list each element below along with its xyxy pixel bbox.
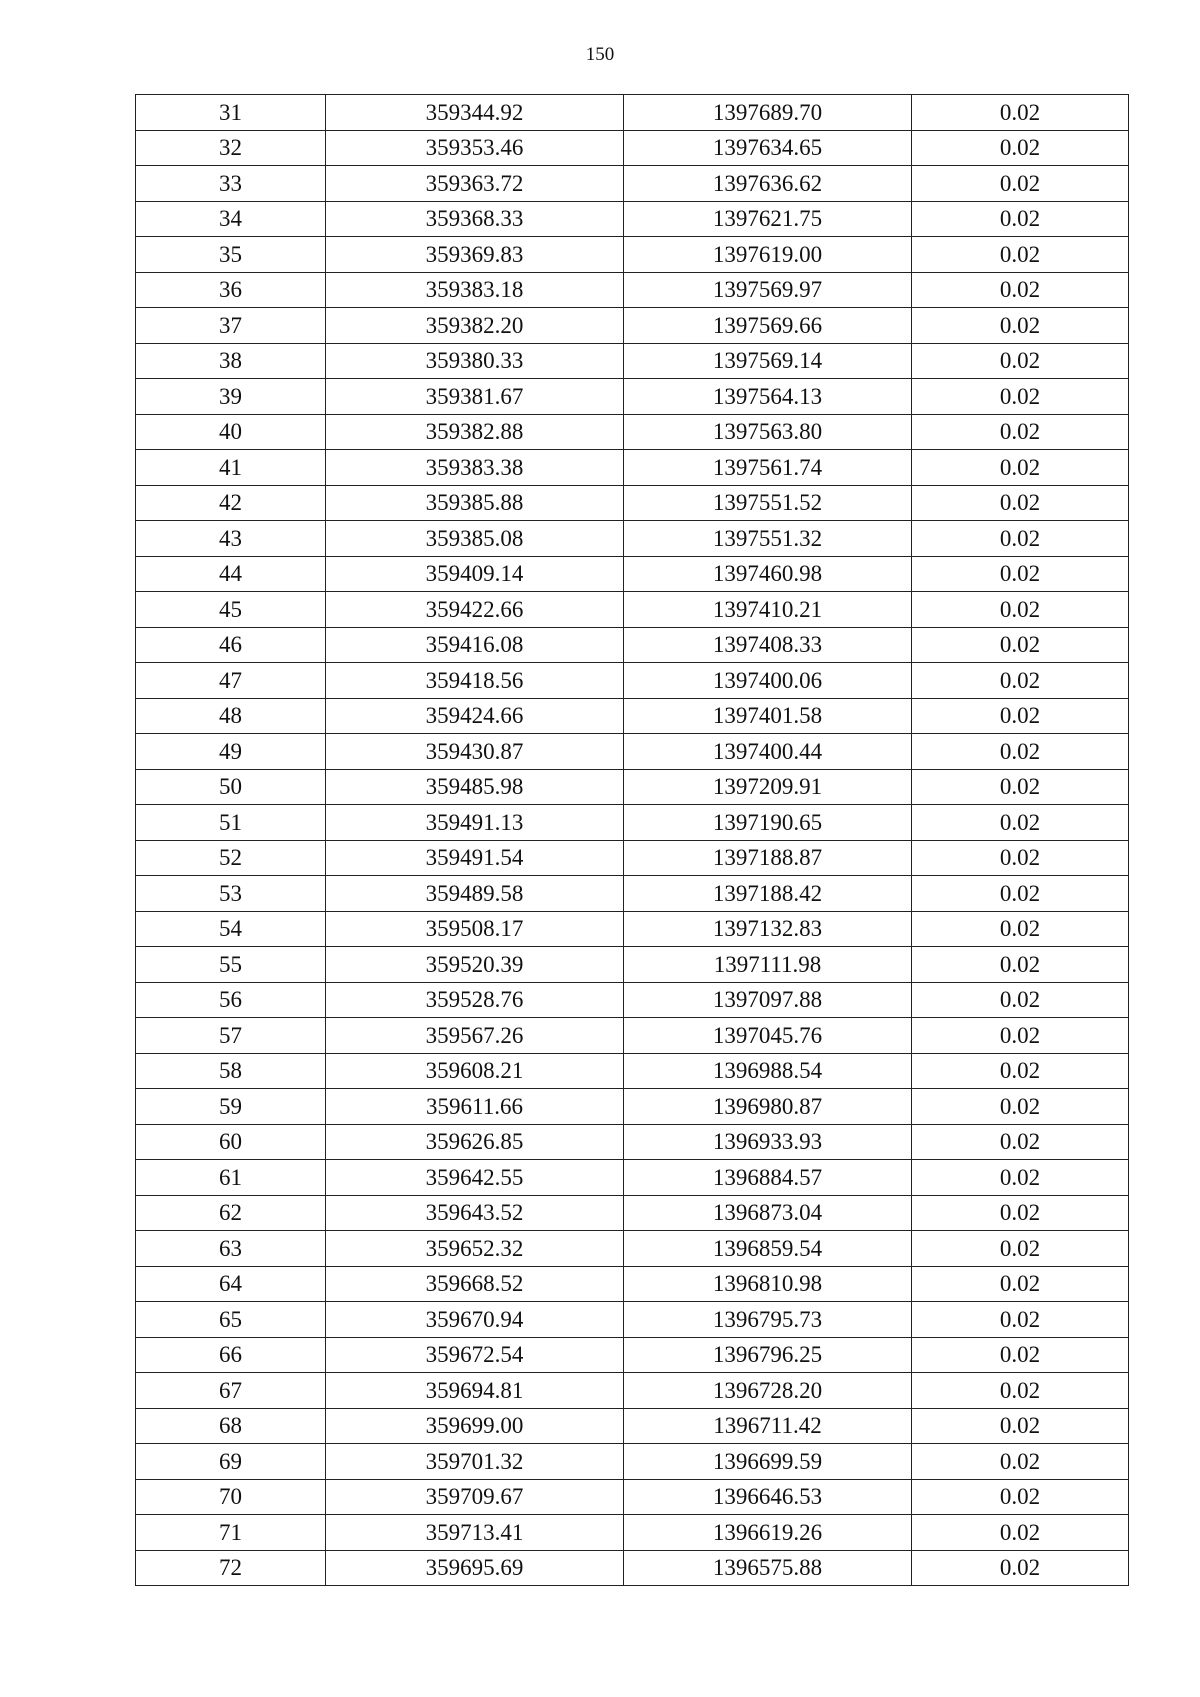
point-number-cell: 40 [136,414,326,450]
point-number-cell: 55 [136,947,326,983]
y-coordinate-cell: 1397410.21 [624,592,912,628]
page-number: 150 [585,44,615,65]
tolerance-cell: 0.02 [912,876,1129,912]
y-coordinate-cell: 1397551.32 [624,521,912,557]
y-coordinate-cell: 1397400.06 [624,663,912,699]
x-coordinate-cell: 359567.26 [326,1018,624,1054]
table-row [136,698,1129,734]
tolerance-cell: 0.02 [912,308,1129,344]
table-row [136,627,1129,663]
x-coordinate-cell: 359491.54 [326,840,624,876]
x-coordinate-cell: 359670.94 [326,1302,624,1338]
table-row [136,1550,1129,1586]
table-row [136,1124,1129,1160]
y-coordinate-cell: 1396646.53 [624,1479,912,1515]
point-number-cell: 34 [136,201,326,237]
y-coordinate-cell: 1397460.98 [624,556,912,592]
x-coordinate-cell: 359626.85 [326,1124,624,1160]
x-coordinate-cell: 359652.32 [326,1231,624,1267]
table-row [136,1302,1129,1338]
table-row [136,485,1129,521]
x-coordinate-cell: 359520.39 [326,947,624,983]
x-coordinate-cell: 359409.14 [326,556,624,592]
table-row [136,663,1129,699]
y-coordinate-cell: 1396859.54 [624,1231,912,1267]
x-coordinate-cell: 359385.08 [326,521,624,557]
point-number-cell: 63 [136,1231,326,1267]
point-number-cell: 42 [136,485,326,521]
x-coordinate-cell: 359489.58 [326,876,624,912]
point-number-cell: 37 [136,308,326,344]
table-row [136,947,1129,983]
table-row [136,734,1129,770]
table-row [136,592,1129,628]
y-coordinate-cell: 1397209.91 [624,769,912,805]
y-coordinate-cell: 1396575.88 [624,1550,912,1586]
x-coordinate-cell: 359381.67 [326,379,624,415]
y-coordinate-cell: 1396810.98 [624,1266,912,1302]
x-coordinate-cell: 359344.92 [326,95,624,131]
y-coordinate-cell: 1397045.76 [624,1018,912,1054]
tolerance-cell: 0.02 [912,1479,1129,1515]
point-number-cell: 35 [136,237,326,273]
point-number-cell: 44 [136,556,326,592]
table-row [136,1408,1129,1444]
table-row [136,1373,1129,1409]
point-number-cell: 69 [136,1444,326,1480]
x-coordinate-cell: 359672.54 [326,1337,624,1373]
y-coordinate-cell: 1397569.14 [624,343,912,379]
x-coordinate-cell: 359668.52 [326,1266,624,1302]
y-coordinate-cell: 1397689.70 [624,95,912,131]
tolerance-cell: 0.02 [912,627,1129,663]
tolerance-cell: 0.02 [912,1444,1129,1480]
y-coordinate-cell: 1397636.62 [624,166,912,202]
tolerance-cell: 0.02 [912,166,1129,202]
tolerance-cell: 0.02 [912,592,1129,628]
tolerance-cell: 0.02 [912,1550,1129,1586]
table-row [136,1231,1129,1267]
x-coordinate-cell: 359643.52 [326,1195,624,1231]
y-coordinate-cell: 1397132.83 [624,911,912,947]
y-coordinate-cell: 1396873.04 [624,1195,912,1231]
x-coordinate-cell: 359383.18 [326,272,624,308]
point-number-cell: 66 [136,1337,326,1373]
y-coordinate-cell: 1396795.73 [624,1302,912,1338]
table-row [136,201,1129,237]
coordinates-table-body [136,95,1129,1586]
x-coordinate-cell: 359642.55 [326,1160,624,1196]
point-number-cell: 61 [136,1160,326,1196]
tolerance-cell: 0.02 [912,521,1129,557]
x-coordinate-cell: 359508.17 [326,911,624,947]
table-row [136,1444,1129,1480]
x-coordinate-cell: 359485.98 [326,769,624,805]
point-number-cell: 59 [136,1089,326,1125]
x-coordinate-cell: 359416.08 [326,627,624,663]
tolerance-cell: 0.02 [912,805,1129,841]
tolerance-cell: 0.02 [912,911,1129,947]
x-coordinate-cell: 359424.66 [326,698,624,734]
tolerance-cell: 0.02 [912,1408,1129,1444]
y-coordinate-cell: 1397097.88 [624,982,912,1018]
y-coordinate-cell: 1396884.57 [624,1160,912,1196]
tolerance-cell: 0.02 [912,343,1129,379]
x-coordinate-cell: 359611.66 [326,1089,624,1125]
tolerance-cell: 0.02 [912,237,1129,273]
y-coordinate-cell: 1396711.42 [624,1408,912,1444]
y-coordinate-cell: 1396933.93 [624,1124,912,1160]
x-coordinate-cell: 359701.32 [326,1444,624,1480]
y-coordinate-cell: 1397111.98 [624,947,912,983]
y-coordinate-cell: 1397401.58 [624,698,912,734]
point-number-cell: 70 [136,1479,326,1515]
x-coordinate-cell: 359713.41 [326,1515,624,1551]
point-number-cell: 58 [136,1053,326,1089]
point-number-cell: 33 [136,166,326,202]
table-row [136,414,1129,450]
point-number-cell: 48 [136,698,326,734]
point-number-cell: 53 [136,876,326,912]
point-number-cell: 65 [136,1302,326,1338]
table-row [136,805,1129,841]
x-coordinate-cell: 359709.67 [326,1479,624,1515]
point-number-cell: 46 [136,627,326,663]
tolerance-cell: 0.02 [912,130,1129,166]
table-row [136,237,1129,273]
tolerance-cell: 0.02 [912,1089,1129,1125]
table-row [136,1089,1129,1125]
y-coordinate-cell: 1396619.26 [624,1515,912,1551]
point-number-cell: 41 [136,450,326,486]
table-row [136,840,1129,876]
x-coordinate-cell: 359694.81 [326,1373,624,1409]
table-row [136,1515,1129,1551]
table-row [136,166,1129,202]
y-coordinate-cell: 1397188.87 [624,840,912,876]
point-number-cell: 64 [136,1266,326,1302]
y-coordinate-cell: 1397188.42 [624,876,912,912]
table-row [136,556,1129,592]
y-coordinate-cell: 1397569.97 [624,272,912,308]
table-row [136,1195,1129,1231]
tolerance-cell: 0.02 [912,556,1129,592]
tolerance-cell: 0.02 [912,1337,1129,1373]
y-coordinate-cell: 1397563.80 [624,414,912,450]
point-number-cell: 71 [136,1515,326,1551]
tolerance-cell: 0.02 [912,1124,1129,1160]
tolerance-cell: 0.02 [912,1018,1129,1054]
tolerance-cell: 0.02 [912,379,1129,415]
table-row [136,272,1129,308]
x-coordinate-cell: 359528.76 [326,982,624,1018]
y-coordinate-cell: 1397408.33 [624,627,912,663]
tolerance-cell: 0.02 [912,947,1129,983]
table-row [136,450,1129,486]
tolerance-cell: 0.02 [912,450,1129,486]
tolerance-cell: 0.02 [912,272,1129,308]
x-coordinate-cell: 359369.83 [326,237,624,273]
x-coordinate-cell: 359383.38 [326,450,624,486]
table-row [136,308,1129,344]
tolerance-cell: 0.02 [912,485,1129,521]
x-coordinate-cell: 359418.56 [326,663,624,699]
point-number-cell: 56 [136,982,326,1018]
point-number-cell: 51 [136,805,326,841]
tolerance-cell: 0.02 [912,1515,1129,1551]
y-coordinate-cell: 1396728.20 [624,1373,912,1409]
point-number-cell: 45 [136,592,326,628]
table-row [136,1160,1129,1196]
table-row [136,982,1129,1018]
x-coordinate-cell: 359695.69 [326,1550,624,1586]
y-coordinate-cell: 1397569.66 [624,308,912,344]
y-coordinate-cell: 1397551.52 [624,485,912,521]
tolerance-cell: 0.02 [912,1053,1129,1089]
tolerance-cell: 0.02 [912,1302,1129,1338]
point-number-cell: 39 [136,379,326,415]
y-coordinate-cell: 1397561.74 [624,450,912,486]
tolerance-cell: 0.02 [912,1266,1129,1302]
point-number-cell: 68 [136,1408,326,1444]
tolerance-cell: 0.02 [912,663,1129,699]
point-number-cell: 36 [136,272,326,308]
table-row [136,521,1129,557]
coordinates-table [135,94,1129,1586]
x-coordinate-cell: 359363.72 [326,166,624,202]
table-row [136,1018,1129,1054]
x-coordinate-cell: 359385.88 [326,485,624,521]
point-number-cell: 62 [136,1195,326,1231]
y-coordinate-cell: 1396796.25 [624,1337,912,1373]
point-number-cell: 67 [136,1373,326,1409]
y-coordinate-cell: 1397621.75 [624,201,912,237]
table-row [136,130,1129,166]
x-coordinate-cell: 359491.13 [326,805,624,841]
table-row [136,769,1129,805]
y-coordinate-cell: 1397400.44 [624,734,912,770]
table-row [136,876,1129,912]
y-coordinate-cell: 1397634.65 [624,130,912,166]
point-number-cell: 52 [136,840,326,876]
x-coordinate-cell: 359353.46 [326,130,624,166]
tolerance-cell: 0.02 [912,769,1129,805]
tolerance-cell: 0.02 [912,1373,1129,1409]
tolerance-cell: 0.02 [912,201,1129,237]
point-number-cell: 60 [136,1124,326,1160]
y-coordinate-cell: 1397564.13 [624,379,912,415]
table-row [136,379,1129,415]
tolerance-cell: 0.02 [912,1195,1129,1231]
y-coordinate-cell: 1396699.59 [624,1444,912,1480]
table-row [136,343,1129,379]
y-coordinate-cell: 1396988.54 [624,1053,912,1089]
x-coordinate-cell: 359380.33 [326,343,624,379]
point-number-cell: 47 [136,663,326,699]
table-row [136,1479,1129,1515]
tolerance-cell: 0.02 [912,414,1129,450]
tolerance-cell: 0.02 [912,95,1129,131]
tolerance-cell: 0.02 [912,1231,1129,1267]
x-coordinate-cell: 359368.33 [326,201,624,237]
tolerance-cell: 0.02 [912,1160,1129,1196]
tolerance-cell: 0.02 [912,840,1129,876]
tolerance-cell: 0.02 [912,698,1129,734]
x-coordinate-cell: 359699.00 [326,1408,624,1444]
point-number-cell: 43 [136,521,326,557]
table-row [136,911,1129,947]
point-number-cell: 38 [136,343,326,379]
table-row [136,95,1129,131]
table-row [136,1337,1129,1373]
x-coordinate-cell: 359382.20 [326,308,624,344]
table-row [136,1053,1129,1089]
x-coordinate-cell: 359382.88 [326,414,624,450]
table-row [136,1266,1129,1302]
point-number-cell: 50 [136,769,326,805]
point-number-cell: 54 [136,911,326,947]
point-number-cell: 57 [136,1018,326,1054]
x-coordinate-cell: 359608.21 [326,1053,624,1089]
y-coordinate-cell: 1397619.00 [624,237,912,273]
point-number-cell: 32 [136,130,326,166]
y-coordinate-cell: 1396980.87 [624,1089,912,1125]
point-number-cell: 31 [136,95,326,131]
x-coordinate-cell: 359422.66 [326,592,624,628]
tolerance-cell: 0.02 [912,734,1129,770]
y-coordinate-cell: 1397190.65 [624,805,912,841]
point-number-cell: 72 [136,1550,326,1586]
x-coordinate-cell: 359430.87 [326,734,624,770]
point-number-cell: 49 [136,734,326,770]
tolerance-cell: 0.02 [912,982,1129,1018]
